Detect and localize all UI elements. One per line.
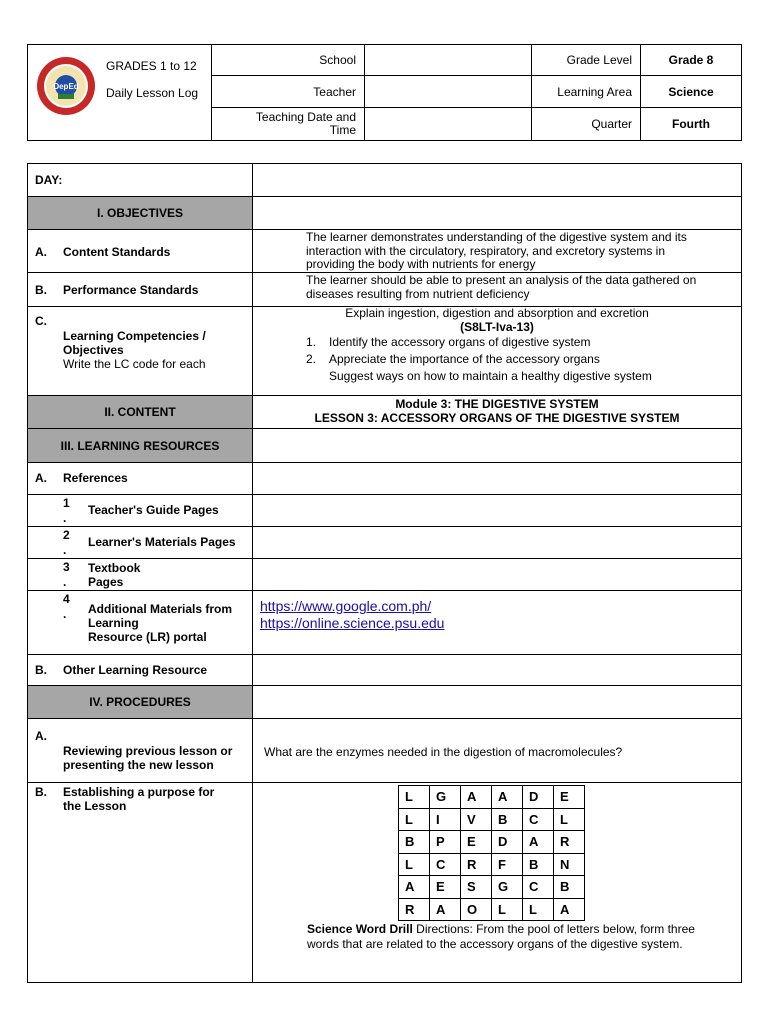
competencies-item-2 (306, 353, 600, 367)
performance-standards-text (253, 273, 741, 306)
word-drill-grid-row (399, 808, 585, 831)
school-label: School (212, 45, 365, 76)
content-standards-line3: providing the body with nutrients for energy (306, 257, 536, 271)
other-resource-row (28, 655, 741, 686)
quarter-value: Fourth (672, 117, 710, 131)
seal-text: DepEd (53, 82, 79, 91)
word-drill-letter: L (523, 898, 554, 921)
competencies-item-1 (306, 336, 590, 350)
reviewing-label-line2: presenting the new lesson (63, 758, 214, 772)
teachers-guide-row (28, 495, 741, 527)
teachers-guide-label-cell (28, 495, 253, 526)
objectives-section-value (253, 197, 741, 229)
content-section-value (253, 396, 741, 428)
textbook-label-line2: Pages (88, 575, 124, 589)
other-resource-label: Other Learning Resource (63, 663, 208, 677)
learners-materials-num: 2 (63, 528, 70, 542)
performance-standards-label: Performance Standards (63, 283, 199, 297)
resources-section-value (253, 429, 741, 462)
objectives-section-title: I. OBJECTIVES (28, 197, 253, 229)
content-standards-row (28, 230, 741, 273)
teacher-field[interactable] (365, 76, 532, 108)
textbook-label-cell (28, 559, 253, 590)
word-drill-letter: G (430, 786, 461, 809)
word-drill-grid-row (399, 831, 585, 854)
additional-materials-num: 4 (63, 592, 70, 606)
additional-materials-label-line2: Learning (88, 616, 139, 630)
word-drill-letter: O (461, 898, 492, 921)
day-label: DAY: (35, 173, 63, 187)
competencies-label-line1: Learning Competencies / (63, 329, 206, 343)
learners-materials-label: Learner's Materials Pages (88, 535, 236, 549)
teachers-guide-value[interactable] (253, 495, 741, 526)
additional-materials-value (253, 591, 741, 654)
word-drill-letter: D (492, 831, 523, 854)
header-title-cell (28, 45, 212, 140)
learners-materials-label-cell (28, 527, 253, 558)
word-drill-grid-row (399, 898, 585, 921)
word-drill-letter: N (554, 853, 585, 876)
day-value-cell[interactable] (253, 164, 741, 196)
objectives-section-row (28, 197, 741, 230)
additional-materials-row (28, 591, 741, 655)
grade-level-label: Grade Level (532, 45, 641, 76)
textbook-num: 3 (63, 560, 70, 574)
competencies-item-2-num: 2. (306, 352, 317, 366)
word-drill-letter: A (399, 876, 430, 899)
teachers-guide-label: Teacher's Guide Pages (88, 503, 219, 517)
references-row (28, 463, 741, 495)
word-drill-letter: S (461, 876, 492, 899)
word-drill-letter: E (554, 786, 585, 809)
reviewing-label-line1: Reviewing previous lesson or (63, 744, 233, 758)
word-drill-letter: A (461, 786, 492, 809)
references-label: References (63, 471, 128, 485)
references-value[interactable] (253, 463, 741, 494)
competencies-label-cell (28, 307, 253, 395)
word-drill-letter: C (523, 876, 554, 899)
other-resource-label-cell (28, 655, 253, 685)
word-drill-letter: R (461, 853, 492, 876)
content-standards-label: Content Standards (63, 245, 171, 259)
teaching-date-field[interactable] (365, 108, 532, 140)
reviewing-letter: A. (35, 729, 47, 743)
word-drill-letter: A (430, 898, 461, 921)
additional-materials-label-cell (28, 591, 253, 654)
word-drill-letter: L (399, 786, 430, 809)
competencies-label-line2: Objectives (63, 343, 124, 357)
content-section-row (28, 396, 741, 429)
learning-area-label: Learning Area (532, 76, 641, 108)
additional-materials-label-line3: Resource (LR) portal (88, 630, 207, 644)
teaching-date-label (212, 108, 365, 140)
purpose-content-cell (253, 783, 741, 982)
word-drill-letter: A (492, 786, 523, 809)
header-title-line1: GRADES 1 to 12 (106, 59, 197, 73)
word-drill-letter: A (523, 831, 554, 854)
word-drill-letter: L (554, 808, 585, 831)
word-drill-letter: L (399, 808, 430, 831)
competencies-item-1-num: 1. (306, 335, 317, 349)
performance-standards-line2: diseases resulting from nutrient deficiency (306, 286, 530, 301)
reviewing-row (28, 719, 741, 783)
word-drill-letter: L (399, 853, 430, 876)
teaching-date-label-line1: Teaching Date and (255, 110, 356, 124)
word-drill-letter: C (430, 853, 461, 876)
other-resource-value[interactable] (253, 655, 741, 685)
google-link[interactable]: https://www.google.com.ph/ (260, 598, 432, 614)
word-drill-letter: V (461, 808, 492, 831)
purpose-label-line2: the Lesson (63, 799, 127, 813)
performance-standards-line1: The learner should be able to present an analysis of the data gathered on (306, 273, 697, 287)
learners-materials-dot: . (63, 543, 67, 557)
learners-materials-value[interactable] (253, 527, 741, 558)
additional-materials-dot: . (63, 607, 67, 621)
teacher-label: Teacher (212, 76, 365, 108)
textbook-dot: . (63, 575, 67, 589)
other-resource-letter: B. (35, 663, 47, 677)
word-drill-grid-row (399, 853, 585, 876)
word-drill-letter: E (461, 831, 492, 854)
word-drill-letter: R (399, 898, 430, 921)
reviewing-question: What are the enzymes needed in the digestion of macromolecules? (264, 745, 623, 759)
competencies-code: (S8LT-Iva-13) (460, 320, 534, 334)
psu-science-link[interactable]: https://online.science.psu.edu (260, 615, 445, 631)
competencies-item-3: Suggest ways on how to maintain a healthy digestive system (329, 369, 652, 383)
word-drill-letter: B (523, 853, 554, 876)
teachers-guide-num: 1 (63, 496, 70, 510)
additional-materials-label-line1: Additional Materials from (88, 602, 233, 616)
references-label-cell (28, 463, 253, 494)
competencies-text (253, 307, 741, 395)
word-drill-text: Directions: From the pool of letters below, form three (412, 922, 695, 936)
word-drill-letter: B (554, 876, 585, 899)
word-drill-letter: B (399, 831, 430, 854)
content-section-title: II. CONTENT (28, 396, 253, 428)
word-drill-text-line2: words that are related to the accessory organs of the digestive system. (307, 937, 683, 951)
content-standards-label-cell (28, 230, 253, 272)
resources-section-row (28, 429, 741, 463)
procedures-section-title: IV. PROCEDURES (28, 686, 253, 718)
performance-standards-row (28, 273, 741, 307)
purpose-letter: B. (35, 785, 47, 799)
content-standards-line2: interaction with the circulatory, respiratory, and excretory systems in (306, 243, 666, 258)
purpose-label-line1: Establishing a purpose for (63, 785, 215, 799)
word-drill-directions (307, 922, 695, 937)
teaching-date-label-line2: Time (329, 123, 356, 137)
word-drill-letter: R (554, 831, 585, 854)
textbook-row (28, 559, 741, 591)
resources-section-title: III. LEARNING RESOURCES (28, 429, 253, 462)
word-drill-letter: L (492, 898, 523, 921)
word-drill-letter: D (523, 786, 554, 809)
learners-materials-row (28, 527, 741, 559)
reviewing-label-cell (28, 719, 253, 782)
procedures-section-value (253, 686, 741, 718)
learning-area-value: Science (641, 76, 741, 108)
reviewing-text-cell (253, 719, 741, 782)
word-drill-title: Science Word Drill (307, 922, 413, 936)
textbook-value[interactable] (253, 559, 741, 590)
word-drill-letter: A (554, 898, 585, 921)
competencies-letter: C. (35, 314, 47, 328)
teachers-guide-dot: . (63, 511, 67, 525)
word-drill-letter: F (492, 853, 523, 876)
header-title-line2: Daily Lesson Log (106, 86, 199, 100)
performance-standards-letter: B. (35, 283, 47, 297)
performance-standards-label-cell (28, 273, 253, 306)
word-drill-letter: P (430, 831, 461, 854)
textbook-label-line1: Textbook (88, 561, 141, 575)
quarter-label: Quarter (532, 108, 641, 140)
word-drill-grid (398, 785, 585, 921)
word-drill-grid-row (399, 786, 585, 809)
grade-level-value: Grade 8 (641, 45, 741, 76)
lesson-log-header (27, 44, 742, 141)
procedures-section-row (28, 686, 741, 719)
content-standards-line1: The learner demonstrates understanding of the digestive system and its (306, 230, 687, 244)
day-label-cell (28, 164, 253, 196)
references-letter: A. (35, 471, 47, 485)
purpose-row (28, 783, 741, 982)
purpose-label-cell (28, 783, 253, 982)
word-drill-grid-row (399, 876, 585, 899)
lesson-log-table (27, 163, 742, 983)
deped-seal-icon (36, 56, 96, 116)
word-drill-letter: B (492, 808, 523, 831)
content-standards-text (253, 230, 741, 272)
word-drill-letter: C (523, 808, 554, 831)
word-drill-letter: G (492, 876, 523, 899)
competencies-item-2-text: Appreciate the importance of the accessory organs (329, 352, 600, 366)
word-drill-letter: I (430, 808, 461, 831)
content-module: Module 3: THE DIGESTIVE SYSTEM (395, 397, 599, 411)
word-drill-letter: E (430, 876, 461, 899)
day-row (28, 164, 741, 197)
competencies-item-1-text: Identify the accessory organs of digestive system (329, 335, 591, 349)
competencies-row (28, 307, 741, 396)
competencies-label-line3: Write the LC code for each (63, 357, 206, 371)
competencies-intro: Explain ingestion, digestion and absorption and excretion (345, 306, 649, 320)
content-lesson: LESSON 3: ACCESSORY ORGANS OF THE DIGESTIVE SYSTEM (314, 411, 680, 425)
content-standards-letter: A. (35, 245, 47, 259)
school-field[interactable] (365, 45, 532, 76)
